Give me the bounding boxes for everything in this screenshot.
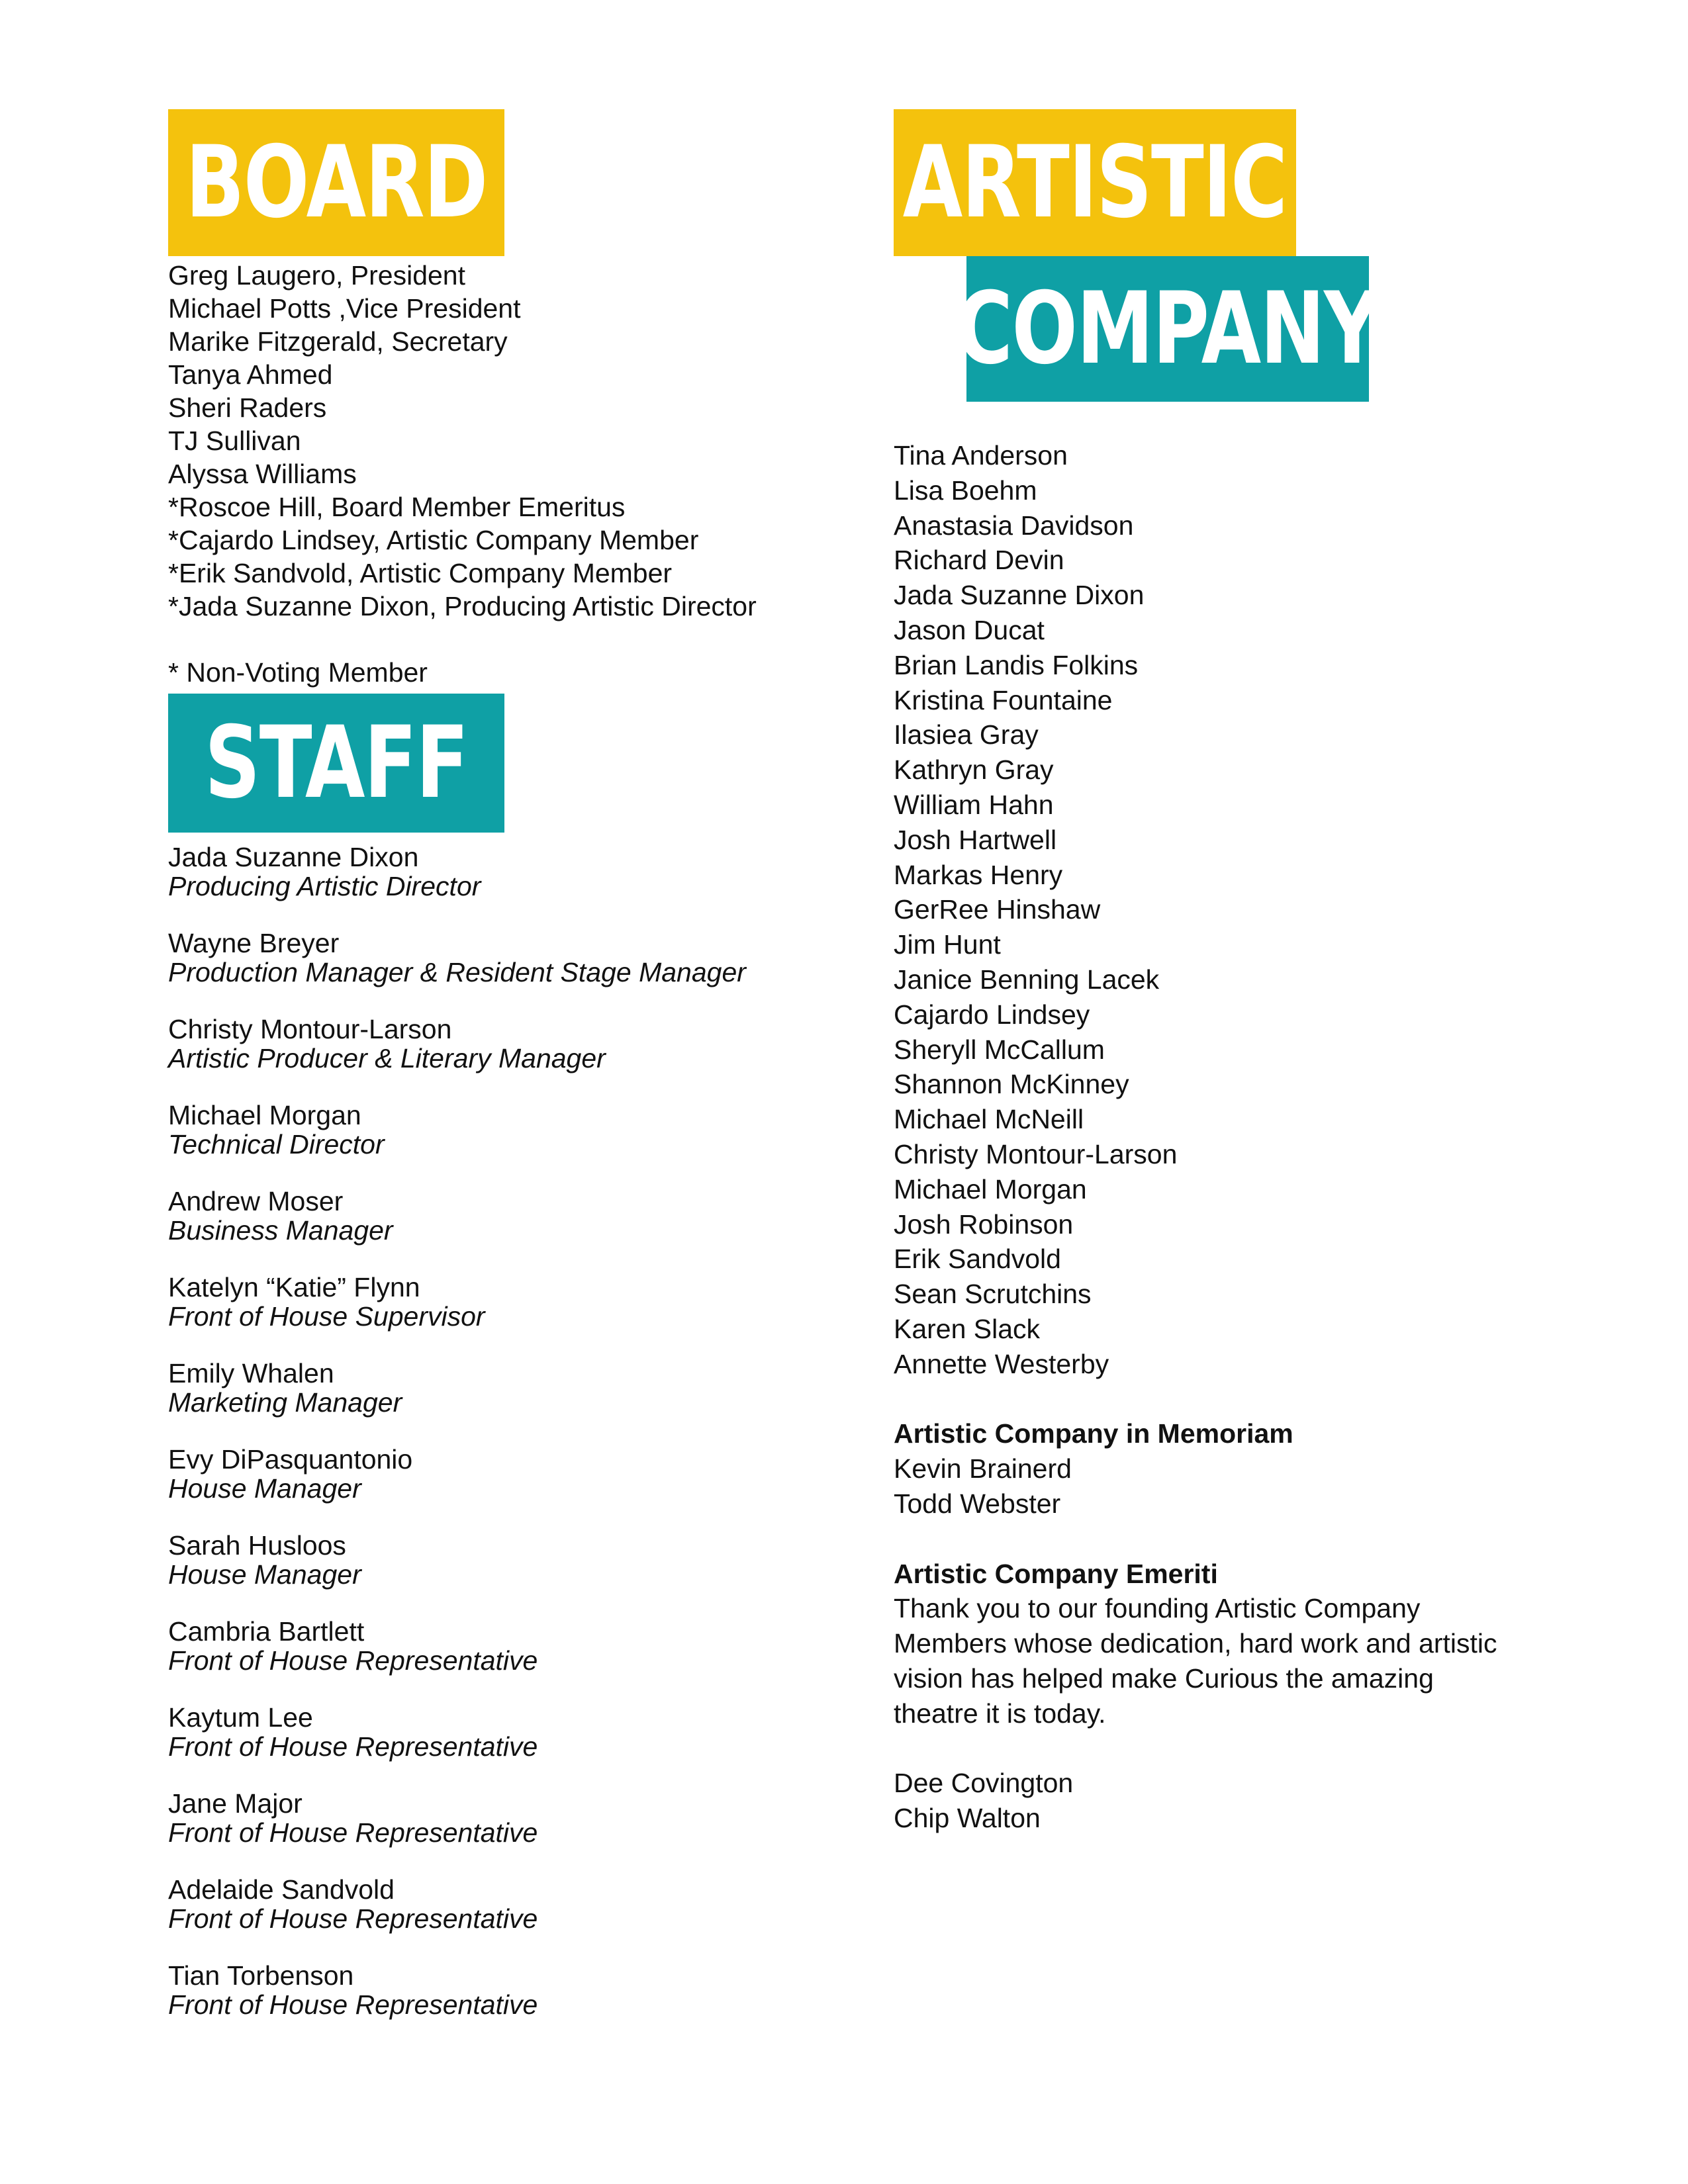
board-member: Michael Potts ,Vice President	[168, 293, 521, 324]
artistic-heading: ARTISTIC	[903, 125, 1287, 240]
staff-name: Kaytum Lee	[168, 1702, 313, 1733]
board-heading: BOARD	[185, 125, 487, 240]
staff-name: Wayne Breyer	[168, 928, 340, 958]
company-heading: COMPANY	[956, 271, 1380, 387]
board-member: Alyssa Williams	[168, 459, 357, 489]
staff-entry	[168, 842, 830, 901]
board-member: Marike Fitzgerald, Secretary	[168, 326, 508, 357]
staff-entry	[168, 1531, 830, 1589]
staff-entry	[168, 1273, 830, 1331]
company-member: Ilasiea Gray	[894, 719, 1039, 751]
emeriti-text-line: vision has helped make Curious the amazing	[894, 1662, 1434, 1694]
staff-role: Front of House Representative	[168, 1731, 538, 1762]
company-member: Shannon McKinney	[894, 1069, 1129, 1100]
board-member: Sheri Raders	[168, 392, 327, 423]
artistic-company-list	[894, 438, 1622, 1836]
company-member: Kathryn Gray	[894, 754, 1054, 786]
memoriam-member: Todd Webster	[894, 1488, 1061, 1519]
staff-role: Marketing Manager	[168, 1387, 402, 1418]
board-member: *Roscoe Hill, Board Member Emeritus	[168, 492, 626, 522]
staff-role: House Manager	[168, 1473, 361, 1504]
company-member: Cajardo Lindsey	[894, 999, 1090, 1030]
company-member: Janice Benning Lacek	[894, 964, 1160, 995]
staff-list	[168, 842, 830, 2047]
company-member: Anastasia Davidson	[894, 510, 1134, 541]
staff-role: Front of House Representative	[168, 1903, 538, 1934]
staff-entry	[168, 1961, 830, 2019]
company-member: Richard Devin	[894, 545, 1064, 576]
staff-name: Katelyn “Katie” Flynn	[168, 1272, 420, 1302]
memoriam-heading: Artistic Company in Memoriam	[894, 1418, 1293, 1449]
company-member: Sheryll McCallum	[894, 1034, 1105, 1065]
staff-role: Producing Artistic Director	[168, 871, 481, 901]
staff-entry	[168, 1101, 830, 1159]
company-member: Lisa Boehm	[894, 475, 1037, 506]
emeriti-text-line: theatre it is today.	[894, 1698, 1106, 1729]
staff-name: Emily Whalen	[168, 1358, 334, 1388]
staff-role: Front of House Representative	[168, 1645, 538, 1676]
staff-role: House Manager	[168, 1559, 361, 1590]
company-heading-banner	[956, 256, 1380, 402]
company-member: Michael Morgan	[894, 1173, 1087, 1205]
board-member: Greg Laugero, President	[168, 260, 465, 291]
company-member: Josh Robinson	[894, 1208, 1074, 1240]
staff-name: Christy Montour-Larson	[168, 1014, 452, 1044]
staff-heading-banner	[168, 694, 504, 833]
staff-entry	[168, 1445, 830, 1503]
company-member: Brian Landis Folkins	[894, 649, 1139, 680]
staff-entry	[168, 1789, 830, 1847]
company-member: Christy Montour-Larson	[894, 1138, 1178, 1169]
memoriam-member: Kevin Brainerd	[894, 1453, 1072, 1484]
staff-name: Jada Suzanne Dixon	[168, 842, 419, 872]
staff-name: Michael Morgan	[168, 1100, 361, 1130]
staff-name: Andrew Moser	[168, 1186, 344, 1216]
staff-role: Business Manager	[168, 1215, 393, 1246]
board-member: *Jada Suzanne Dixon, Producing Artistic Director	[168, 591, 757, 621]
company-member: Jada Suzanne Dixon	[894, 580, 1145, 611]
staff-name: Sarah Husloos	[168, 1530, 346, 1561]
emeriti-text-line: Thank you to our founding Artistic Company	[894, 1593, 1421, 1624]
emeriti-member: Dee Covington	[894, 1768, 1074, 1799]
board-heading-banner	[168, 109, 504, 256]
staff-name: Jane Major	[168, 1788, 303, 1819]
staff-heading: STAFF	[205, 705, 468, 821]
company-member: Michael McNeill	[894, 1104, 1084, 1135]
staff-role: Front of House Representative	[168, 1989, 538, 2020]
board-list	[168, 259, 830, 689]
staff-role: Front of House Representative	[168, 1817, 538, 1848]
company-member: Karen Slack	[894, 1313, 1041, 1344]
emeriti-heading: Artistic Company Emeriti	[894, 1558, 1218, 1589]
company-member: Sean Scrutchins	[894, 1279, 1092, 1310]
staff-entry	[168, 1703, 830, 1761]
board-member: *Erik Sandvold, Artistic Company Member	[168, 558, 673, 588]
company-member: GerRee Hinshaw	[894, 894, 1101, 925]
staff-name: Cambria Bartlett	[168, 1616, 365, 1647]
company-member: Tina Anderson	[894, 440, 1068, 471]
company-member: Annette Westerby	[894, 1348, 1109, 1379]
board-member: Tanya Ahmed	[168, 359, 333, 390]
staff-role: Artistic Producer & Literary Manager	[168, 1043, 606, 1073]
staff-entry	[168, 1187, 830, 1245]
company-member: Erik Sandvold	[894, 1244, 1061, 1275]
staff-name: Evy DiPasquantonio	[168, 1444, 413, 1475]
board-member: *Cajardo Lindsey, Artistic Company Member	[168, 525, 699, 555]
board-footnote: * Non-Voting Member	[168, 657, 428, 688]
staff-role: Technical Director	[168, 1129, 385, 1160]
company-member: Josh Hartwell	[894, 824, 1057, 855]
artistic-heading-banner	[894, 109, 1296, 256]
emeriti-text-line: Members whose dedication, hard work and artistic	[894, 1628, 1497, 1659]
board-member: TJ Sullivan	[168, 426, 301, 456]
staff-role: Front of House Supervisor	[168, 1301, 485, 1332]
staff-entry	[168, 1617, 830, 1675]
staff-name: Tian Torbenson	[168, 1960, 354, 1991]
staff-entry	[168, 929, 830, 987]
emeriti-member: Chip Walton	[894, 1803, 1041, 1834]
company-member: Jason Ducat	[894, 614, 1045, 645]
staff-name: Adelaide Sandvold	[168, 1874, 395, 1905]
company-member: William Hahn	[894, 789, 1054, 820]
company-member: Jim Hunt	[894, 929, 1001, 960]
company-member: Kristina Fountaine	[894, 684, 1113, 715]
staff-entry	[168, 1015, 830, 1073]
staff-role: Production Manager & Resident Stage Manager	[168, 957, 746, 987]
staff-entry	[168, 1359, 830, 1417]
staff-entry	[168, 1875, 830, 1933]
company-member: Markas Henry	[894, 859, 1063, 890]
